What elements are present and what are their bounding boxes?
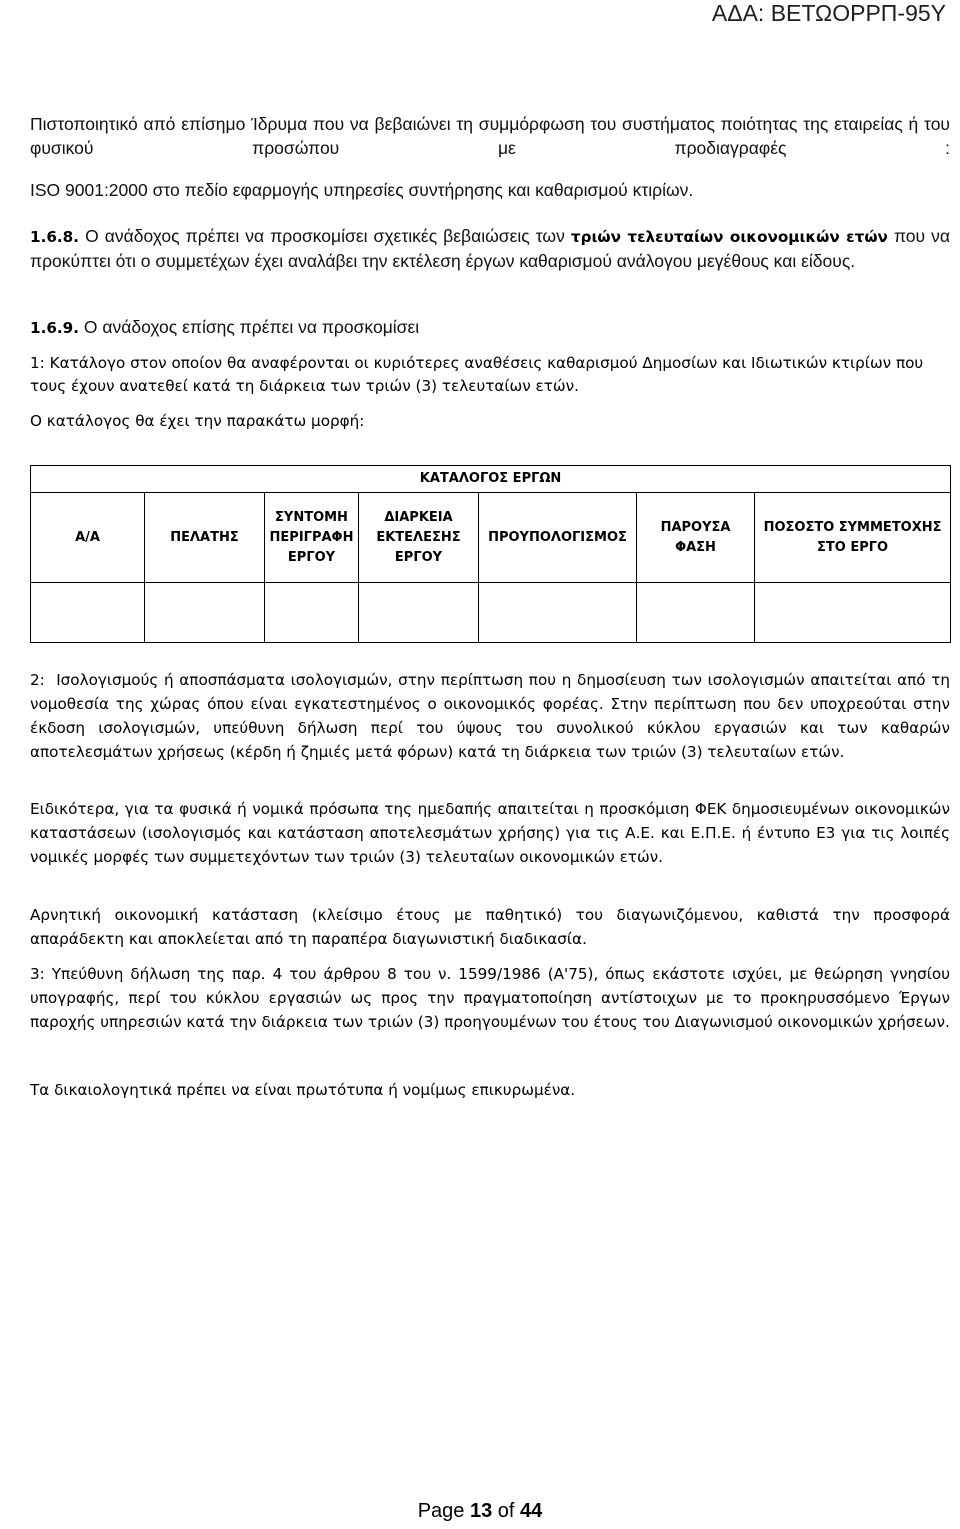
total-pages: 44 — [520, 1500, 543, 1522]
item-2-number: 2: — [30, 671, 45, 689]
table-header-duration: ΔΙΑΡΚΕΙΑ ΕΚΤΕΛΕΣΗΣ ΕΡΓΟΥ — [359, 493, 479, 583]
table-header-client: ΠΕΛΑΤΗΣ — [145, 493, 265, 583]
section-1-6-9-text: Ο ανάδοχος επίσης πρέπει να προσκομίσει — [79, 317, 420, 337]
item-3-text: Υπεύθυνη δήλωση της παρ. 4 του άρθρου 8 του ν. 1599/1986 (Α'75), όπως εκάστοτε ισχύει, με θεώρηση γνησίου υπογραφής, περί του κύκλου εργασιών ως προς την πραγματοποίηση αντίστοιχων με το προκηρυσσόμενο Έργων παροχής υπηρεσιών κατά την διάρκεια των τριών (3) προηγουμένων του έτους του Διαγωνισμού οικονομικών χρήσεων. — [30, 965, 950, 1031]
iso-text: ISO 9001:2000 στο πεδίο εφαρμογής υπηρεσίες συντήρησης και καθαρισμού κτιρίων. — [30, 180, 694, 200]
table-cell[interactable] — [637, 583, 755, 643]
table-header-participation: ΠΟΣΟΣΤΟ ΣΥΜΜΕΤΟΧΗΣ ΣΤΟ ΕΡΓΟ — [755, 493, 951, 583]
catalog-table — [30, 465, 951, 643]
documents-paragraph — [30, 1078, 950, 1102]
footer-separator: of — [492, 1500, 521, 1522]
table-cell[interactable] — [145, 583, 265, 643]
section-1-6-9 — [30, 315, 950, 340]
section-1-6-8-text-end: που να προκύπτει ότι ο συμμετέχων έχει αναλάβει την εκτέλεση έργων καθαρισμού ανάλογου μεγέθους και είδους. — [30, 226, 950, 271]
table-header-phase: ΠΑΡΟΥΣΑ ΦΑΣΗ — [637, 493, 755, 583]
table-header-description: ΣΥΝΤΟΜΗ ΠΕΡΙΓΡΑΦΗ ΕΡΓΟΥ — [265, 493, 359, 583]
item-2-text: Ισολογισμούς ή αποσπάσματα ισολογισμών, στην περίπτωση που η δημοσίευση των ισολογισμών απαιτείται από τη νομοθεσία της χώρας όπου είναι εγκατεστημένος ο οικονομικός φορέας. Στην περίπτωση που δεν υποχρεούται στην έκδοση ισολογισμών, υπεύθυνη δήλωση περί του ύψους του συνολικού κύκλου εργασιών και των καθαρών αποτελεσμάτων χρήσεως (κέρδη ή ζημιές μετά φόρων) κατά τη διάρκεια των τριών (3) τελευταίων ετών. — [30, 671, 951, 761]
catalog-intro — [30, 410, 950, 433]
item-3-paragraph — [30, 962, 950, 1034]
documents-text: Τα δικαιολογητικά πρέπει να είναι πρωτότυπα ή νομίμως επικυρωμένα. — [30, 1081, 576, 1099]
table-cell[interactable] — [359, 583, 479, 643]
section-number-1-6-9: 1.6.9. — [30, 319, 80, 337]
footer-prefix: Page — [417, 1500, 470, 1522]
certificate-text: Πιστοποιητικό από επίσημο Ίδρυμα που να βεβαιώνει τη συμμόρφωση του συστήματος ποιότητας της εταιρείας ή του φυσικού προσώπου με προδιαγραφές : — [30, 114, 950, 158]
current-page-number: 13 — [469, 1500, 493, 1522]
special-paragraph — [30, 797, 950, 869]
table-header-budget: ΠΡΟΥΠΟΛΟΓΙΣΜΟΣ — [479, 493, 637, 583]
table-cell[interactable] — [31, 583, 145, 643]
section-1-6-8 — [30, 224, 950, 274]
ada-code: ΑΔΑ: ΒΕΤΩΟΡΡΠ-95Υ — [711, 0, 946, 26]
table-cell[interactable] — [755, 583, 951, 643]
item-3-number: 3: — [30, 965, 45, 983]
certificate-paragraph — [30, 112, 950, 160]
table-header-aa: Α/Α — [31, 493, 145, 583]
catalog-table-title: ΚΑΤΑΛΟΓΟΣ ΕΡΓΩΝ — [31, 466, 951, 493]
iso-paragraph — [30, 178, 950, 202]
item-2-paragraph — [30, 668, 950, 764]
item-1-text: 1: Κατάλογο στον οποίον θα αναφέρονται οι κυριότερες αναθέσεις καθαρισμού Δημοσίων και Ιδιωτικών κτιρίων που τους έχουν ανατεθεί κατά τη διάρκεια των τριών (3) τελευταίων ετών. — [30, 354, 924, 395]
catalog-intro-text: Ο κατάλογος θα έχει την παρακάτω μορφή: — [30, 412, 365, 430]
special-text: Ειδικότερα, για τα φυσικά ή νομικά πρόσωπα της ημεδαπής απαιτείται η προσκόμιση ΦΕΚ δημοσιευμένων οικονομικών καταστάσεων (ισολογισμός και κατάσταση αποτελεσμάτων χρήσης) για τις Α.Ε. και Ε.Π.Ε. ή έντυπο Ε3 για τις λοιπές νομικές μορφές των συμμετεχόντων των τριών (3) τελευταίων οικονομικών ετών. — [30, 800, 950, 866]
section-1-6-8-bold-text: τριών τελευταίων οικονομικών ετών — [570, 228, 888, 246]
table-empty-row — [31, 583, 951, 643]
table-cell[interactable] — [479, 583, 637, 643]
section-number-1-6-8: 1.6.8. — [30, 228, 80, 246]
negative-text: Αρνητική οικονομική κατάσταση (κλείσιμο έτους με παθητικό) του διαγωνιζόμενου, καθιστά την προσφορά απαράδεκτη και αποκλείεται από τη παραπέρα διαγωνιστική διαδικασία. — [30, 906, 950, 948]
table-cell[interactable] — [265, 583, 359, 643]
page-footer — [0, 1500, 960, 1523]
section-1-6-8-text-start: Ο ανάδοχος πρέπει να προσκομίσει σχετικές βεβαιώσεις των — [79, 226, 571, 246]
negative-paragraph — [30, 903, 950, 951]
item-1-paragraph — [30, 352, 950, 398]
